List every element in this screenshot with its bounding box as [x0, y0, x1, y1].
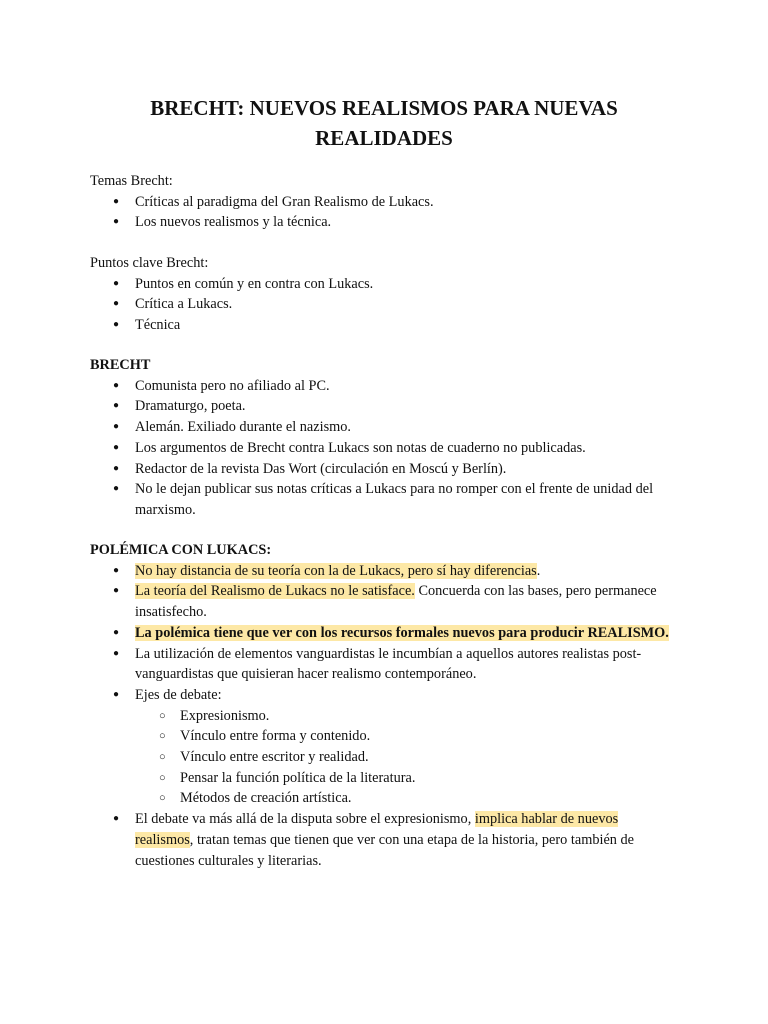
polemica-list — [90, 561, 680, 872]
brecht-heading: BRECHT — [90, 357, 151, 373]
item-text: Concuerda con las bases, pero permanece insatisfecho. — [135, 583, 657, 621]
temas-heading: Temas Brecht: — [90, 173, 173, 189]
sublist-item: ○ Pensar la función política de la literatura. — [135, 768, 680, 789]
list-item: ● Puntos en común y en contra con Lukacs. — [90, 274, 680, 295]
list-item — [90, 561, 680, 582]
list-item: ● Crítica a Lukacs. — [90, 294, 680, 315]
item-text: El debate va más allá de la disputa sobre el expresionismo, — [135, 811, 475, 828]
document-title: BRECHT: NUEVOS REALISMOS PARA NUEVAS REALIDADES — [150, 96, 618, 150]
list-item: ● La utilización de elementos vanguardistas le incumbían a aquellos autores realistas post-vanguardistas que quisieran hacer realismo contemporáneo. — [90, 644, 680, 685]
sublist-item: ○ Expresionismo. — [135, 706, 680, 727]
temas-section — [90, 171, 680, 233]
list-item: ● Técnica — [90, 315, 680, 336]
sublist-item: ○ Vínculo entre escritor y realidad. — [135, 747, 680, 768]
puntos-section — [90, 253, 680, 336]
polemica-section — [90, 540, 680, 871]
list-item: ● Dramaturgo, poeta. — [90, 396, 680, 417]
list-item — [90, 685, 680, 809]
item-text: , tratan temas que tienen que ver con una etapa de la historia, pero también de cuestiones culturales y literarias. — [135, 831, 635, 869]
list-item — [90, 623, 680, 644]
brecht-section — [90, 355, 680, 521]
sublist-item: ○ Métodos de creación artística. — [135, 788, 680, 809]
list-item: ● Alemán. Exiliado durante el nazismo. — [90, 417, 680, 438]
list-item: ● Críticas al paradigma del Gran Realismo de Lukacs. — [90, 192, 680, 213]
list-item: ● Comunista pero no afiliado al PC. — [90, 376, 680, 397]
highlighted-text: implica hablar de nuevos realismos — [135, 811, 619, 848]
ejes-sublist — [135, 706, 680, 810]
puntos-heading: Puntos clave Brecht: — [90, 255, 209, 271]
list-item — [90, 809, 680, 871]
highlighted-text: La teoría del Realismo de Lukacs no le satisface. — [135, 583, 415, 600]
brecht-list — [90, 376, 680, 521]
puntos-list — [90, 274, 680, 336]
list-item: ● Los nuevos realismos y la técnica. — [90, 212, 680, 233]
list-item — [90, 581, 680, 622]
list-item: ● No le dejan publicar sus notas críticas a Lukacs para no romper con el frente de unidad del marxismo. — [90, 479, 680, 520]
highlighted-text: No hay distancia de su teoría con la de Lukacs, pero sí hay diferencias — [135, 562, 537, 579]
list-item: ● Los argumentos de Brecht contra Lukacs son notas de cuaderno no publicadas. — [90, 438, 680, 459]
item-text: . — [536, 562, 541, 579]
polemica-heading: POLÉMICA CON LUKACS: — [90, 542, 272, 558]
sublist-item: ○ Vínculo entre forma y contenido. — [135, 726, 680, 747]
highlighted-text: La polémica tiene que ver con los recursos formales nuevos para producir REALISMO. — [135, 624, 669, 641]
item-text: Ejes de debate: — [135, 686, 222, 703]
list-item: ● Redactor de la revista Das Wort (circulación en Moscú y Berlín). — [90, 459, 680, 480]
temas-list — [90, 192, 680, 233]
